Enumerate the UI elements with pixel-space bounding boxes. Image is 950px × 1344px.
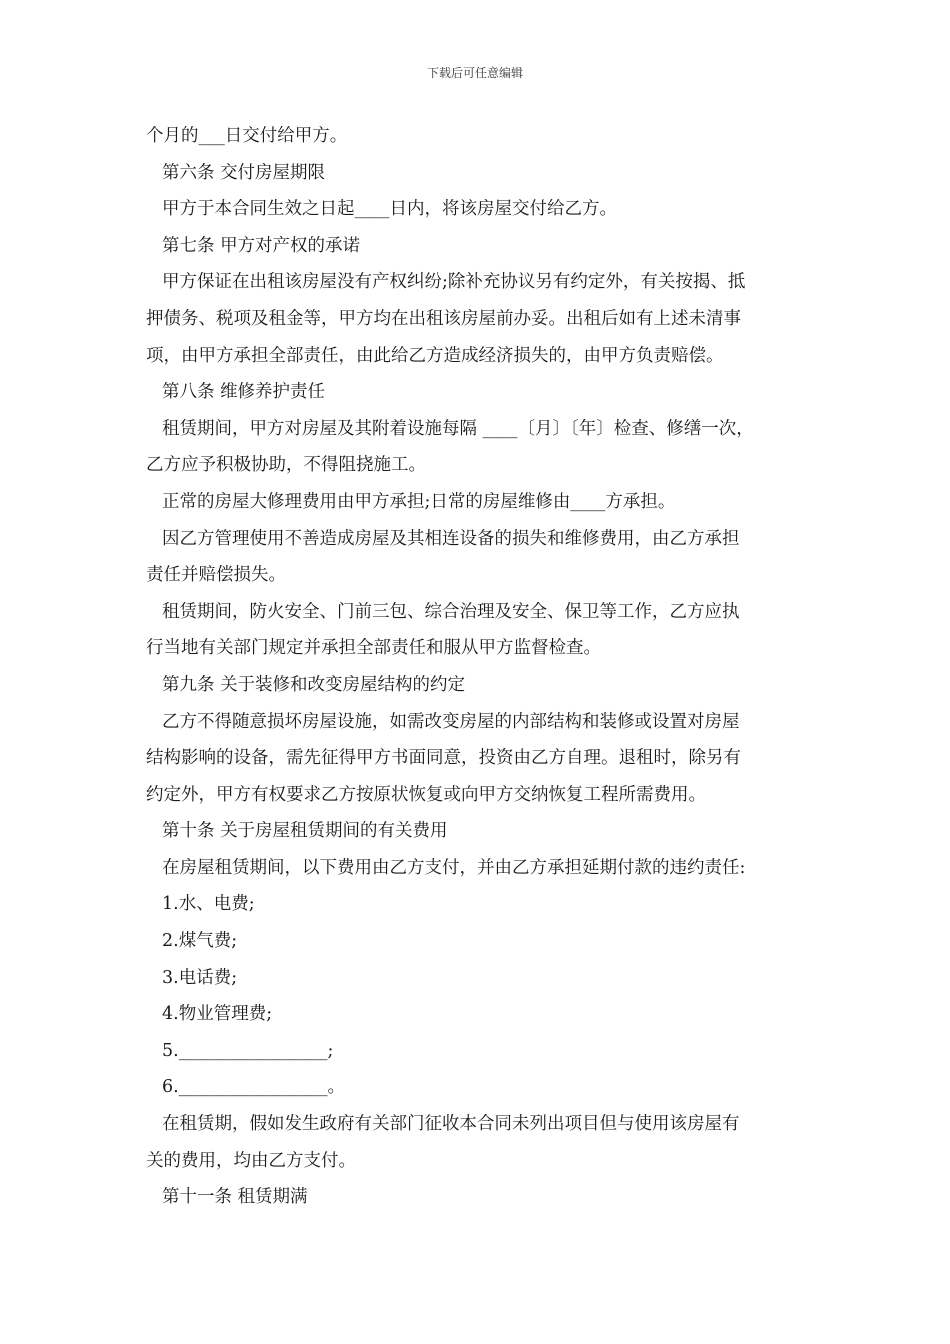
text-line: 甲方于本合同生效之日起____日内，将该房屋交付给乙方。 — [162, 199, 617, 220]
text-line: 第十条 关于房屋租赁期间的有关费用 — [162, 821, 448, 842]
text-line: 6._________________。 — [162, 1077, 345, 1098]
text-line: 结构影响的设备，需先征得甲方书面同意，投资由乙方自理。退租时，除另有 — [146, 748, 741, 769]
text-line: 在租赁期，假如发生政府有关部门征收本合同未列出项目但与使用该房屋有 — [162, 1114, 740, 1135]
text-line: 乙方应予积极协助，不得阻挠施工。 — [146, 455, 426, 476]
text-line: 行当地有关部门规定并承担全部责任和服从甲方监督检查。 — [146, 638, 601, 659]
text-line: 2.煤气费; — [162, 931, 238, 952]
text-line: 4.物业管理费; — [162, 1004, 273, 1025]
text-line: 在房屋租赁期间，以下费用由乙方支付，并由乙方承担延期付款的违约责任: — [162, 857, 746, 878]
text-line: 乙方不得随意损坏房屋设施，如需改变房屋的内部结构和装修或设置对房屋 — [162, 711, 740, 732]
text-line: 第七条 甲方对产权的承诺 — [162, 235, 361, 256]
text-line: 租赁期间，防火安全、门前三包、综合治理及安全、保卫等工作，乙方应执 — [162, 601, 740, 622]
text-line: 个月的___日交付给甲方。 — [146, 126, 348, 146]
text-line: 责任并赔偿损失。 — [146, 565, 286, 586]
text-line: 因乙方管理使用不善造成房屋及其相连设备的损失和维修费用，由乙方承担 — [162, 528, 740, 549]
text-line: 甲方保证在出租该房屋没有产权纠纷;除补充协议另有约定外，有关按揭、抵 — [162, 272, 746, 293]
text-line: 第八条 维修养护责任 — [162, 382, 326, 403]
page-header: 下载后可任意编辑 — [426, 66, 523, 80]
text-line: 项，由甲方承担全部责任，由此给乙方造成经济损失的，由甲方负责赔偿。 — [146, 345, 724, 366]
text-line: 1.水、电费; — [162, 894, 255, 915]
text-line: 押债务、税项及租金等，甲方均在出租该房屋前办妥。出租后如有上述未清事 — [146, 308, 741, 329]
text-line: 正常的房屋大修理费用由甲方承担;日常的房屋维修由____方承担。 — [162, 491, 676, 512]
text-line: 约定外，甲方有权要求乙方按原状恢复或向甲方交纳恢复工程所需费用。 — [146, 784, 706, 805]
text-line: 5._________________; — [162, 1040, 334, 1061]
document-body — [146, 118, 822, 1216]
text-line: 第十一条 租赁期满 — [162, 1187, 308, 1208]
text-line: 租赁期间，甲方对房屋及其附着设施每隔 ____〔月〕〔年〕检查、修缮一次， — [162, 418, 754, 439]
text-line: 3.电话费; — [162, 967, 238, 988]
text-line: 关的费用，均由乙方支付。 — [146, 1150, 356, 1171]
text-line: 第九条 关于装修和改变房屋结构的约定 — [162, 674, 466, 695]
text-line: 第六条 交付房屋期限 — [162, 162, 326, 183]
